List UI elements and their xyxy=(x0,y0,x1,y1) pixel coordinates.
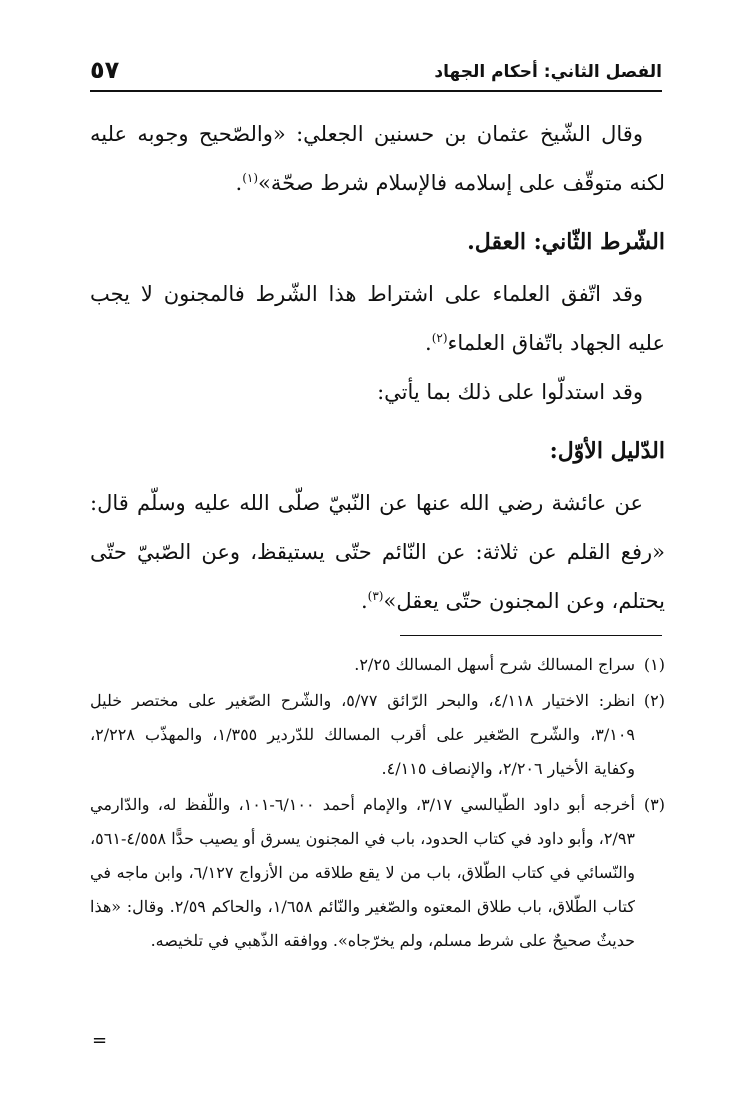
paragraph-2-end: . xyxy=(425,331,432,355)
paragraph-4-text: عن عائشة رضي الله عنها عن النّبيّ صلّى الله عليه وسلّم قال: «رفع القلم عن ثلاثة: عن النّائم حتّى يستيقظ، وعن الصّبيّ حتّى يحتلم، وعن المجنون حتّى يعقل» xyxy=(90,491,665,613)
footnote-number: (٣) xyxy=(643,795,665,814)
footnote-3 xyxy=(90,788,665,958)
paragraph-1-text: وقال الشّيخ عثمان بن حسنين الجعلي: «والصّحيح وجوبه عليه لكنه متوقّف على إسلامه فالإسلام شرط صحّة» xyxy=(90,122,665,195)
heading-label: الشّرط الثّاني: xyxy=(526,229,665,255)
section-heading-condition-two xyxy=(90,220,665,264)
page-header xyxy=(90,56,662,92)
footnote-ref-3[interactable]: (٣) xyxy=(367,589,384,603)
paragraph-1 xyxy=(90,110,665,208)
paragraph-2-text: وقد اتّفق العلماء على اشتراط هذا الشّرط فالمجنون لا يجب عليه الجهاد باتّفاق العلماء xyxy=(90,282,665,355)
footnote-2 xyxy=(90,684,665,786)
section-heading-first-evidence: الدّليل الأوّل: xyxy=(549,438,665,464)
footnotes xyxy=(90,648,665,960)
footnote-number: (٢) xyxy=(643,691,665,710)
main-text xyxy=(90,110,665,626)
page-number: ٥٧ xyxy=(90,56,120,84)
footnote-separator xyxy=(400,635,662,636)
paragraph-2 xyxy=(90,270,665,368)
footnote-ref-2[interactable]: (٢) xyxy=(431,331,448,345)
footnote-1 xyxy=(90,648,665,682)
footnote-text: انظر: الاختيار ٤/١١٨، والبحر الرّائق ٥/٧٧، والشّرح الصّغير على مختصر خليل ٣/١٠٩، والشّرح الصّغير على أقرب المسالك للدّردير ١/٣٥٥، والمهذّب ٢/٢٢٨، وكفاية الأخيار ٢/٢٠٦، والإنصاف ٤/١١٥. xyxy=(90,691,636,778)
continuation-mark: = xyxy=(92,1030,108,1051)
header-rule xyxy=(90,90,662,92)
footnote-ref-1[interactable]: (١) xyxy=(242,171,259,185)
chapter-title: الفصل الثاني: أحكام الجهاد xyxy=(434,62,662,82)
paragraph-4-end: . xyxy=(360,589,368,613)
heading-subject: العقل. xyxy=(467,229,527,255)
footnote-number: (١) xyxy=(643,655,665,674)
footnote-text: سراج المسالك شرح أسهل المسالك ٢/٢٥. xyxy=(354,655,635,674)
paragraph-3: وقد استدلّوا على ذلك بما يأتي: xyxy=(377,380,643,404)
paragraph-4 xyxy=(90,479,665,626)
paragraph-1-end: . xyxy=(235,171,243,195)
footnote-text: أخرجه أبو داود الطّيالسي ٣/١٧، والإمام أحمد ٦/١٠٠-١٠١، واللّفظ له، والدّارمي ٢/٩٣، وأبو داود في كتاب الحدود، باب في المجنون يسرق أو يصيب حدًّا ٤/٥٥٨-٥٦١، والنّسائي في كتاب الطّلاق، باب من لا يقع طلاقه من الأزواج ٦/١٢٧، وابن ماجه في كتاب الطّلاق، باب طلاق المعتوه والصّغير والنّائم ١/٦٥٨، والحاكم ٢/٥٩. وقال: «هذا حديثٌ صحيحٌ على شرط مسلم، ولم يخرّجاه». ووافقه الذّهبي في تلخيصه. xyxy=(90,795,636,950)
